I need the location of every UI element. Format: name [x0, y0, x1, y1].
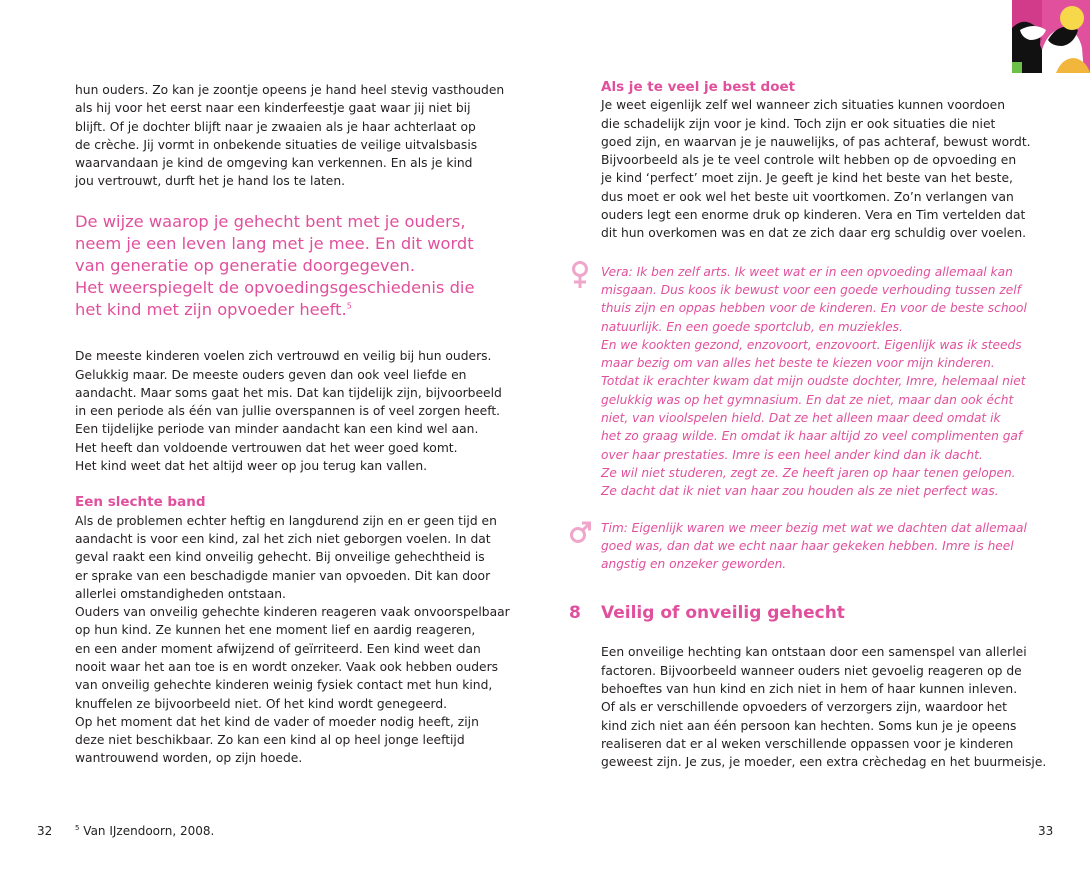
text-line: van onveilig gehechte kinderen weinig fysiek contact met hun kind,: [75, 678, 493, 693]
text-line: geweest zijn. Je zus, je moeder, een extra crèchedag en het buurmeisje.: [601, 755, 1047, 770]
text-line: blijft. Of je dochter blijft naar je zwaaien als je haar achterlaat op: [75, 119, 476, 134]
text-line: de crèche. Jij vormt in onbekende situaties de veilige uitvalsbasis: [75, 137, 478, 152]
text-line: realiseren dat er al weken verschillende oppassen voor je kinderen: [601, 736, 1014, 751]
text-line: Een onveilige hechting kan ontstaan door een samenspel van allerlei: [601, 645, 1027, 660]
text-line: Het heeft dan voldoende vertrouwen dat het weer goed komt.: [75, 440, 458, 455]
section-title: Veilig of onveilig gehecht: [601, 603, 845, 624]
text-line: allerlei omstandigheden ontstaan.: [75, 586, 286, 601]
quote-line: het zo graag wilde. En omdat ik haar altijd zo veel complimenten gaf: [601, 429, 1023, 444]
bad-bond-paragraph: [75, 512, 510, 768]
quote-line: natuurlijk. En een goede sportclub, en muziekles.: [601, 319, 903, 334]
section-paragraph: [601, 643, 1047, 771]
pull-quote: [75, 211, 495, 321]
text-line: factoren. Bijvoorbeeld wanneer ouders niet gevoelig reageren op de: [601, 663, 1022, 678]
tim-quote: [601, 519, 1033, 574]
quote-line: angstig en onzeker geworden.: [601, 557, 787, 572]
footnote-text: Van IJzendoorn, 2008.: [83, 824, 215, 838]
text-line: dit hun overkomen was en dat ze zich daar erg schuldig over voelen.: [601, 226, 1027, 241]
text-line: nooit waar het aan toe is en wordt onzeker. Vaak ook hebben ouders: [75, 660, 499, 674]
pull-quote-line: De wijze waarop je gehecht bent met je ouders,: [75, 211, 466, 231]
pull-quote-line: Het weerspiegelt de opvoedingsgeschiedenis die: [75, 278, 475, 298]
text-line: op hun kind. Ze kunnen het ene moment lief en aardig reageren,: [75, 623, 476, 638]
quote-line: gelukkig was op het gymnasium. En dat ze niet, maar dan ook écht: [601, 392, 1014, 407]
text-line: goed zijn, en waarvan je je nauwelijks, of pas achteraf, bewust wordt.: [601, 134, 1031, 149]
page-number-right: 33: [1038, 824, 1054, 838]
text-line: Bijvoorbeeld als je te veel controle wilt hebben op de opvoeding en: [601, 153, 1017, 168]
pull-quote-line: van generatie op generatie doorgegeven.: [75, 255, 416, 275]
quote-line: Vera: Ik ben zelf arts. Ik weet wat er in een opvoeding allemaal kan: [601, 264, 1013, 279]
quote-line: Totdat ik erachter kwam dat mijn oudste dochter, Imre, helemaal niet: [601, 374, 1026, 389]
footnote-mark: 5: [75, 824, 80, 832]
quote-line: En we kookten gezond, enzovoort, enzovoort. Eigenlijk was ik steeds: [601, 337, 1022, 352]
right-page-column: [569, 78, 1047, 772]
text-line: Gelukkig maar. De meeste ouders geven dan ook veel liefde en: [75, 367, 467, 382]
text-line: kind zich niet aan één persoon kan hechten. Soms kun je je opeens: [601, 718, 1017, 733]
text-line: geval raakt een kind onveilig gehecht. Bij onveilige gehechtheid is: [75, 550, 485, 565]
quote-line: over haar prestaties. Imre is een heel ander kind dan ik dacht.: [601, 447, 983, 462]
section-heading: [569, 601, 1033, 625]
text-line: deze niet beschikbaar. Zo kan een kind al op heel jonge leeftijd: [75, 733, 465, 748]
subheading-bad-bond: Een slechte band: [75, 494, 206, 511]
silhouette-illustration-icon: [1012, 0, 1090, 73]
text-line: knuffelen ze bijvoorbeeld niet. Of het kind wordt genegeerd.: [75, 696, 448, 711]
text-line: Als de problemen echter heftig en langdurend zijn en er geen tijd en: [75, 513, 497, 528]
footnote: [75, 824, 214, 838]
male-symbol-icon: [568, 517, 592, 547]
text-line: Of als er verschillende opvoeders of verzorgers zijn, waardoor het: [601, 700, 1007, 715]
text-line: wantrouwend worden, op zijn hoede.: [75, 751, 303, 766]
pull-quote-line: het kind met zijn opvoeder heeft.: [75, 300, 347, 320]
text-line: die schadelijk zijn voor je kind. Toch zijn er ook situaties die niet: [601, 116, 996, 131]
left-page-column: [75, 81, 510, 768]
quote-line: maar bezig om van alles het beste te kiezen voor mijn kinderen.: [601, 356, 995, 371]
quote-line: Tim: Eigenlijk waren we meer bezig met wat we dachten dat allemaal: [601, 520, 1027, 535]
quote-line: thuis zijn en oppas hebben voor de kinderen. En voor de beste school: [601, 301, 1027, 316]
text-line: jou vertrouwt, durft het je hand los te laten.: [75, 174, 346, 189]
text-line: Een tijdelijke periode van minder aandacht kan een kind wel aan.: [75, 422, 479, 437]
text-line: waarvandaan je kind de omgeving kan verkennen. En als je kind: [75, 156, 473, 171]
text-line: behoeftes van hun kind en zich niet in hem of haar kunnen inleven.: [601, 682, 1018, 697]
text-line: Ouders van onveilig gehechte kinderen reageren vaak onvoorspelbaar: [75, 605, 510, 620]
body-paragraph: [75, 347, 502, 475]
text-line: en een ander moment afwijzend of geïrriteerd. Een kind weet dan: [75, 641, 481, 656]
quote-line: Ze wil niet studeren, zegt ze. Ze heeft jaren op haar tenen gelopen.: [601, 465, 1016, 480]
text-line: De meeste kinderen voelen zich vertrouwd en veilig bij hun ouders.: [75, 349, 492, 364]
quote-line: Ze dacht dat ik niet van haar zou houden als ze niet perfect was.: [601, 484, 999, 499]
pull-quote-line: neem je een leven lang met je mee. En dit wordt: [75, 233, 474, 253]
subheading-too-much-effort: Als je te veel je best doet: [601, 79, 796, 95]
text-line: er sprake van een beschadigde manier van opvoeden. Dit kan door: [75, 568, 491, 583]
quote-line: misgaan. Dus koos ik bewust voor een goede verhouding tussen zelf: [601, 282, 1021, 297]
footnote-reference[interactable]: 5: [346, 301, 352, 311]
pull-quote-last-line: [75, 299, 495, 321]
text-line: aandacht. Maar soms gaat het mis. Dat kan tijdelijk zijn, bijvoorbeeld: [75, 385, 502, 400]
female-symbol-icon: [568, 260, 592, 290]
intro-paragraph: [75, 81, 505, 191]
text-line: hun ouders. Zo kan je zoontje opeens je hand heel stevig vasthouden: [75, 83, 505, 97]
text-line: Op het moment dat het kind de vader of moeder nodig heeft, zijn: [75, 714, 479, 729]
section-number: 8: [569, 603, 581, 624]
text-line: als hij voor het eerst naar een kinderfeestje gaat waar jij niet bij: [75, 101, 471, 116]
text-line: Het kind weet dat het altijd weer op jou terug kan vallen.: [75, 459, 428, 474]
quote-line: niet, van vioolspelen hield. Dat ze het alleen maar deed omdat ik: [601, 411, 1001, 426]
quote-line: goed was, dan dat we echt naar haar gekeken hebben. Imre is heel: [601, 538, 1014, 553]
text-line: ouders legt een enorme druk op kinderen. Vera en Tim vertelden dat: [601, 208, 1026, 223]
text-line: in een periode als één van jullie overspannen is of veel zorgen heeft.: [75, 404, 501, 419]
text-line: dus moet er ook wel het beste uit voortkomen. Zo’n verlangen van: [601, 189, 1014, 204]
text-line: aandacht is voor een kind, zal het zich niet geborgen voelen. In dat: [75, 531, 491, 546]
text-line: Je weet eigenlijk zelf wel wanneer zich situaties kunnen voordoen: [601, 98, 1006, 113]
text-line: je kind ‘perfect’ moet zijn. Je geeft je kind het beste van het beste,: [601, 171, 1013, 186]
page-number-left: 32: [37, 824, 53, 838]
vera-quote: [601, 263, 1033, 501]
intro-paragraph: [601, 96, 1033, 242]
